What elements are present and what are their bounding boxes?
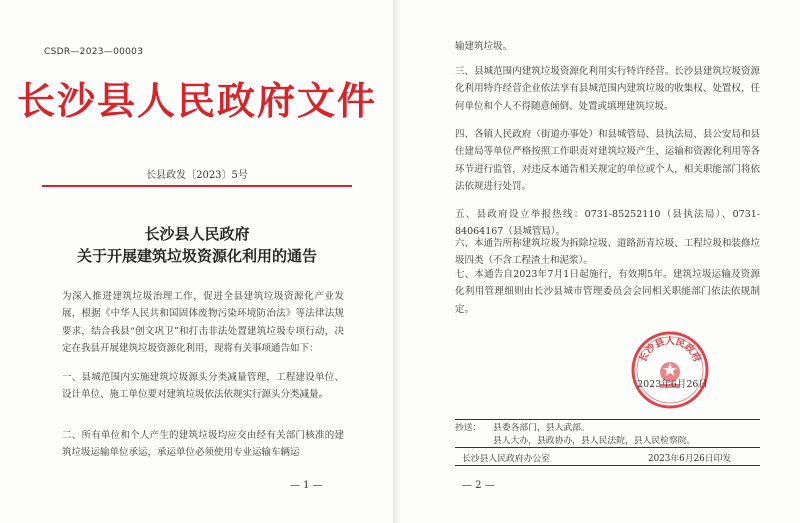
document-header-title: 长沙县人民政府文件 bbox=[16, 78, 377, 123]
cc-recipients-line-2: 县人大办，县政协办，县人民法院，县人民检察院。 bbox=[493, 435, 696, 446]
notice-title-issuer: 长沙县人民政府 bbox=[144, 225, 250, 243]
signature-date: 2023年6月26日 bbox=[637, 379, 708, 390]
document-page-1 bbox=[0, 0, 394, 523]
cc-label: 抄送： bbox=[455, 423, 482, 433]
cc-distribution bbox=[455, 422, 760, 447]
body-paragraph: 五、县政府设立举报热线：0731-85252110（县执法局）、0731-84064167（县城管局）。 bbox=[455, 209, 760, 238]
footer-divider bbox=[455, 447, 760, 448]
body-paragraph: 二、所有单位和个人产生的建筑垃圾均应交由经有关部门核准的建筑垃圾运输单位承运，承运单位必须使用专业运输车辆运 bbox=[62, 430, 344, 459]
seal-text: 长沙县人民政府 bbox=[637, 336, 703, 364]
header-red-divider bbox=[42, 185, 352, 187]
footer-divider bbox=[455, 419, 760, 420]
body-paragraph: 六、本通告所称建筑垃圾为拆除垃圾、道路沥青垃圾、工程垃圾和装修垃圾四类（不含工程渣土和泥浆）。 bbox=[455, 238, 760, 267]
body-paragraph: 输建筑垃圾。 bbox=[455, 41, 513, 52]
page-number: — 2 — bbox=[462, 480, 495, 491]
footer-divider bbox=[455, 465, 760, 466]
body-paragraph: 四、各镇人民政府（街道办事处）和县城管局、县执法局、县公安局和县住建局等单位严格按照工作职责对建筑垃圾产生、运输和资源化利用等各环节进行监管，对违反本通告相关规定的单位或个人，相关职能部门将依法依规进行处罚。 bbox=[455, 129, 760, 193]
document-code: CSDR—2023—00003 bbox=[44, 47, 144, 57]
body-paragraph: 三、县城范围内建筑垃圾资源化利用实行特许经营。长沙县建筑垃圾资源化利用特许经营企业依法享有县城范围内建筑垃圾的收集权、处置权，任何单位和个人不得随意倾倒、处置或填埋建筑垃圾。 bbox=[455, 66, 760, 112]
issuing-office: 长沙县人民政府办公室 bbox=[462, 454, 550, 464]
body-paragraph: 为深入推进建筑垃圾治理工作，促进全县建筑垃圾资源化产业发展，根据《中华人民共和国固体废物污染环境防治法》等法律法规要求，结合我县“创文巩卫”和打击非法处置建筑垃圾专项行动，决定在我县开展建筑垃圾资源化利用，现将有关事项通告如下： bbox=[62, 291, 344, 355]
official-seal-graphic bbox=[630, 330, 710, 410]
cc-recipients-line-1: 县委各部门，县人武部。 bbox=[493, 423, 590, 433]
issue-date: 2023年6月26日印发 bbox=[648, 454, 732, 464]
official-seal bbox=[630, 330, 710, 410]
body-paragraph: 一、县城范围内实施建筑垃圾源头分类减量管理，工程建设单位、设计单位、施工单位要对建筑垃圾依法依规实行源头分类减量。 bbox=[62, 372, 344, 401]
document-number: 长县政发〔2023〕5号 bbox=[146, 170, 248, 181]
page-number: — 1 — bbox=[290, 480, 323, 491]
notice-title-subject: 关于开展建筑垃圾资源化利用的通告 bbox=[76, 247, 317, 265]
body-paragraph: 七、本通告自2023年7月1日起施行，有效期5年。建筑垃圾运输及资源化利用管理细则由长沙县城市管理委员会会同相关职能部门依法依规制定。 bbox=[455, 269, 760, 315]
